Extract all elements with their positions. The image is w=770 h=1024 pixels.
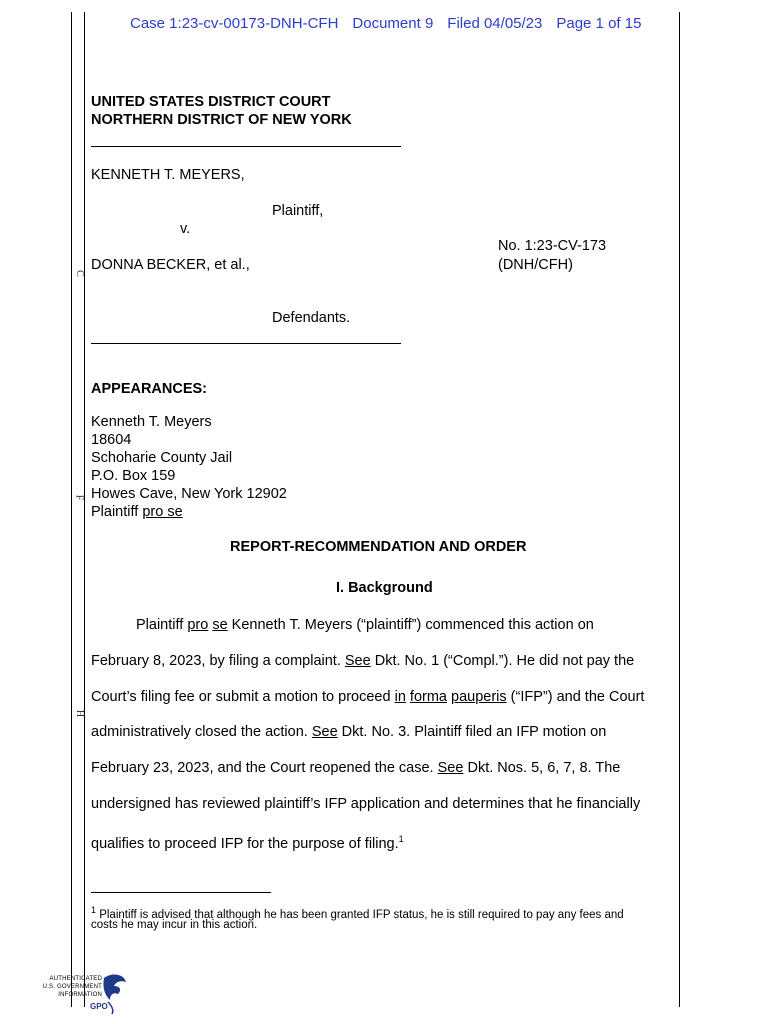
appearance-line: Howes Cave, New York 12902 xyxy=(91,486,287,502)
left-margin-line xyxy=(71,12,72,1007)
text-run: Dkt. Nos. 5, 6, 7, 8. The xyxy=(463,760,621,776)
body-line-6: undersigned has reviewed plaintiff’s IFP application and determines that he financially xyxy=(91,796,641,812)
court-name: UNITED STATES DISTRICT COURT xyxy=(91,94,331,110)
case-number: No. 1:23-CV-173 xyxy=(498,238,607,254)
plaintiff-name: KENNETH T. MEYERS, xyxy=(91,167,245,183)
gpo-line-3: INFORMATION xyxy=(58,992,102,998)
caption-bottom-rule xyxy=(91,343,401,344)
text-run: pauperis xyxy=(451,689,507,705)
appearance-line: P.O. Box 159 xyxy=(91,468,176,484)
margin-letter-c: C xyxy=(73,270,85,277)
text-run: See xyxy=(344,653,371,669)
right-margin-line xyxy=(679,12,680,1007)
body-line-4 xyxy=(91,722,606,742)
judge-initials: (DNH/CFH) xyxy=(498,257,573,273)
text-run: pro xyxy=(187,617,209,633)
gpo-mark: GPO xyxy=(90,1002,108,1011)
footnote-line-2: costs he may incur in this action. xyxy=(91,919,258,931)
text-run: February 8, 2023, by filing a complaint. xyxy=(91,653,345,669)
body-line-3 xyxy=(91,687,644,707)
gpo-authentication-seal xyxy=(40,972,130,1018)
appearance-line: Kenneth T. Meyers xyxy=(91,414,212,430)
filing-stamp xyxy=(130,15,641,32)
body-line-1 xyxy=(136,615,594,635)
text-run: Kenneth T. Meyers (“plaintiff”) commenced this action on xyxy=(227,617,594,633)
plaintiff-role: Plaintiff, xyxy=(272,203,324,219)
body-line-2 xyxy=(91,651,634,671)
text-run: forma xyxy=(409,689,447,705)
gpo-line-2: U.S. GOVERNMENT xyxy=(42,984,102,990)
text-run: See xyxy=(311,724,338,740)
versus: v. xyxy=(180,221,191,237)
text-run: See xyxy=(437,760,464,776)
text-run: se xyxy=(212,617,228,633)
appearance-line: 18604 xyxy=(91,432,132,448)
role-prefix: Plaintiff xyxy=(91,504,143,520)
defendant-role: Defendants. xyxy=(272,310,351,326)
appearance-role xyxy=(91,504,183,520)
defendant-name: DONNA BECKER, et al., xyxy=(91,257,250,273)
section-heading: I. Background xyxy=(336,580,433,596)
text-run: Plaintiff is advised that although he has been granted IFP status, he is still required to pay any fees and xyxy=(96,908,624,921)
stamp-case: Case 1:23-cv-00173-DNH-CFH xyxy=(130,15,339,32)
body-line-5 xyxy=(91,758,620,778)
text-run: qualifies to proceed IFP for the purpose of filing. xyxy=(91,835,399,852)
text-run: Dkt. No. 1 (“Compl.”). He did not pay the xyxy=(370,653,635,669)
text-run: February 23, 2023, and the Court reopened the case. xyxy=(91,760,438,776)
body-line-7 xyxy=(91,829,404,854)
text-run: Dkt. No. 3. Plaintiff filed an IFP motion on xyxy=(337,724,607,740)
caption-top-rule xyxy=(91,146,401,147)
stamp-filed: Filed 04/05/23 xyxy=(447,15,543,32)
text-run: in xyxy=(394,689,406,705)
text-run: administratively closed the action. xyxy=(91,724,312,740)
margin-letter-f: F xyxy=(73,494,85,501)
text-run: Court’s filing fee or submit a motion to proceed xyxy=(91,689,395,705)
appearances-heading: APPEARANCES: xyxy=(91,381,208,397)
footnote-ref[interactable]: 1 xyxy=(398,834,404,844)
footnote-mark: 1 xyxy=(91,905,97,915)
left-margin-line-inner xyxy=(84,12,85,1007)
document-title: REPORT-RECOMMENDATION AND ORDER xyxy=(230,539,527,555)
appearance-line: Schoharie County Jail xyxy=(91,450,233,466)
stamp-document: Document 9 xyxy=(352,15,434,32)
role-pro-se: pro se xyxy=(142,504,183,520)
margin-letter-h: H xyxy=(74,709,86,718)
gpo-line-1: AUTHENTICATED xyxy=(49,976,102,982)
footnote-rule xyxy=(91,892,271,893)
stamp-page: Page 1 of 15 xyxy=(556,15,642,32)
text-run: Plaintiff xyxy=(136,617,188,633)
court-district: NORTHERN DISTRICT OF NEW YORK xyxy=(91,112,352,128)
text-run: (“IFP”) and the Court xyxy=(506,689,645,705)
